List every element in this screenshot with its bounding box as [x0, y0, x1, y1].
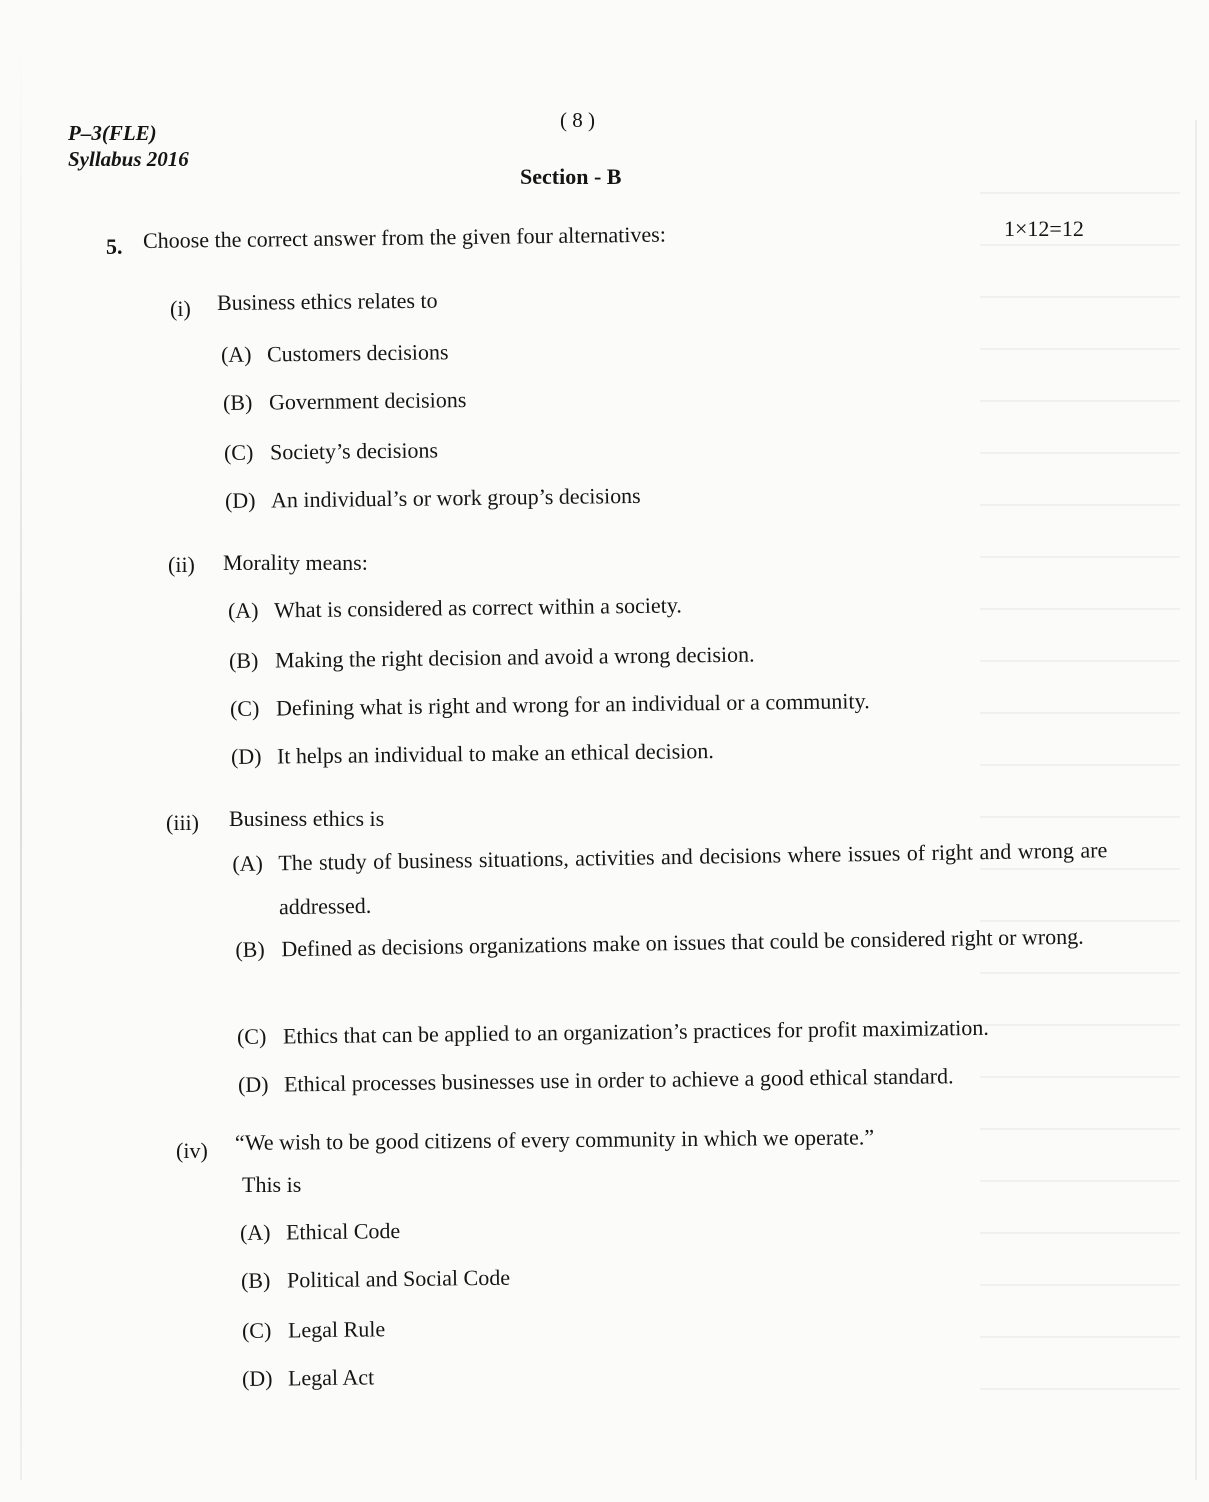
option-text: The study of business situations, activities and decisions where issues of right and wrong are addressed.	[278, 837, 1108, 920]
option-letter: (A)	[220, 341, 252, 367]
option-letter: (A)	[239, 1219, 271, 1245]
option	[240, 1218, 401, 1246]
option	[235, 923, 1110, 972]
item-stem: “We wish to be good citizens of every community in which we operate.”	[234, 1124, 875, 1155]
show-through-text	[980, 150, 1180, 1400]
option	[223, 387, 467, 416]
option	[242, 1316, 385, 1344]
option-letter: (C)	[223, 439, 254, 465]
item-number: (i)	[170, 296, 191, 321]
option	[242, 1364, 374, 1392]
option	[237, 1015, 989, 1050]
syllabus-year: Syllabus 2016	[68, 147, 189, 171]
section-title: Section - B	[520, 164, 622, 189]
option	[241, 1265, 510, 1294]
item-stem: Morality means:	[223, 550, 368, 575]
option-text: Legal Act	[287, 1364, 375, 1391]
page-edge	[1195, 120, 1197, 1480]
option-text: Ethics that can be applied to an organization’s practices for profit maximization.	[282, 1014, 989, 1049]
item-stem-continuation: This is	[242, 1172, 302, 1197]
option-text: Ethical processes businesses use in order to achieve a good ethical standard.	[283, 1063, 954, 1097]
item-number: (ii)	[168, 552, 195, 577]
option	[225, 483, 641, 514]
option-letter: (A)	[227, 597, 259, 623]
option-letter: (D)	[241, 1365, 273, 1391]
option-text: Government decisions	[268, 387, 467, 415]
option-text: An individual’s or work group’s decisions	[270, 482, 641, 513]
option-letter: (C)	[236, 1023, 267, 1049]
option-text: It helps an individual to make an ethical decision.	[276, 738, 714, 769]
option	[221, 339, 449, 368]
item-number: (iv)	[176, 1138, 208, 1163]
marks-allocation: 1×12=12	[1004, 216, 1084, 241]
paper-code: P–3(FLE)	[68, 121, 157, 145]
option	[238, 1063, 954, 1098]
option-text: Political and Social Code	[286, 1264, 511, 1293]
option-letter: (C)	[229, 695, 260, 721]
option-letter: (C)	[241, 1317, 272, 1343]
option-text: Legal Rule	[287, 1316, 386, 1343]
option-text: Defined as decisions organizations make on issues that could be considered right or wrong.	[281, 923, 1084, 962]
option-letter: (B)	[228, 647, 259, 673]
option-text: Customers decisions	[266, 339, 449, 367]
option-letter: (B)	[240, 1267, 271, 1293]
option-letter: (A)	[232, 850, 264, 876]
question-instruction: Choose the correct answer from the given four alternatives:	[142, 221, 667, 253]
item-stem: Business ethics relates to	[216, 287, 438, 315]
option-letter: (B)	[222, 389, 253, 415]
page-number: ( 8 )	[560, 108, 595, 132]
option-text: Society’s decisions	[269, 437, 439, 465]
question-number: 5.	[106, 234, 123, 259]
paper-code-block	[68, 120, 189, 172]
option	[230, 688, 870, 722]
option-text: Defining what is right and wrong for an individual or a community.	[275, 688, 870, 721]
option-text: What is considered as correct within a society.	[273, 592, 682, 623]
option-letter: (D)	[237, 1071, 269, 1097]
option-letter: (D)	[224, 487, 256, 513]
option	[228, 592, 682, 624]
item-stem: Business ethics is	[229, 806, 385, 831]
page-edge	[20, 40, 22, 1480]
option-text: Making the right decision and avoid a wrong decision.	[274, 641, 755, 673]
option-letter: (D)	[230, 743, 262, 769]
option	[231, 738, 714, 770]
option-text: Ethical Code	[285, 1218, 401, 1245]
option-letter: (B)	[235, 936, 265, 962]
item-number: (iii)	[166, 810, 199, 835]
option	[224, 437, 438, 466]
option	[229, 642, 755, 674]
